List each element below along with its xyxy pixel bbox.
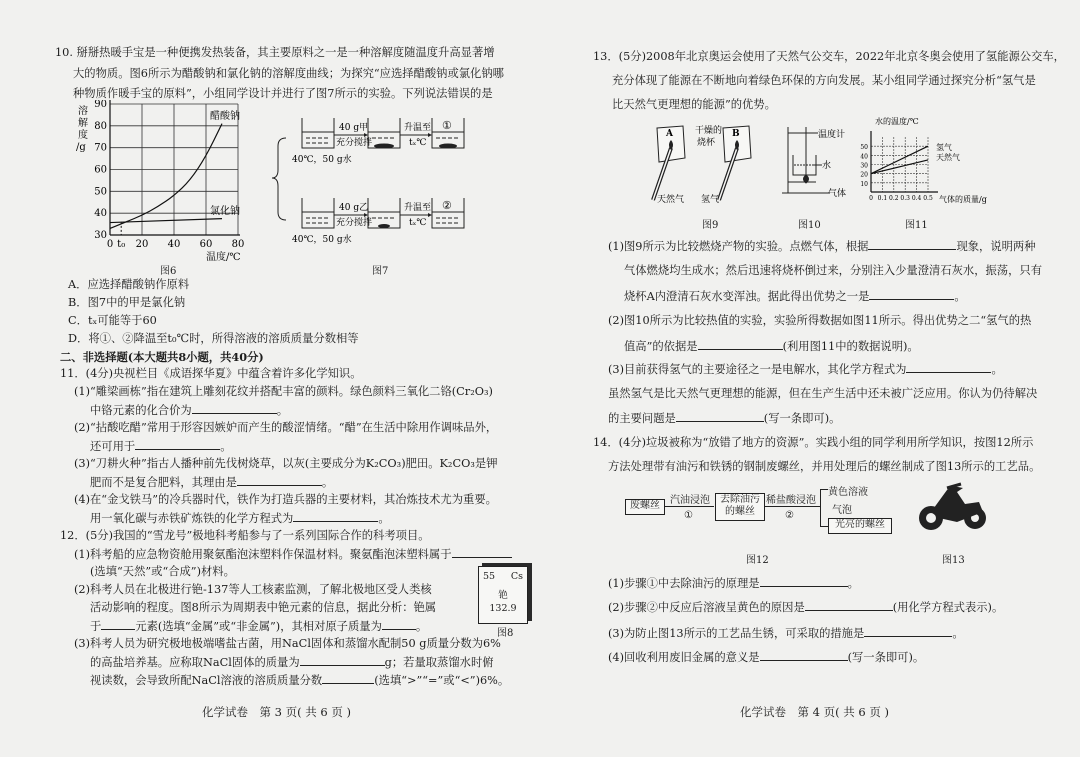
series-line-1 [871, 160, 928, 174]
y-axis-label: 溶 [78, 106, 88, 117]
q14-part1 [608, 576, 859, 591]
text: 现象，说明两种 [956, 240, 1036, 253]
text: 的主要问题是 [608, 412, 676, 425]
text: 值高”的依据是 [624, 340, 698, 353]
answer-blank[interactable] [382, 619, 416, 630]
figure-11-caption: 图11 [905, 220, 928, 231]
q13-text-line: 13．(5分)2008年北京奥运会使用了天然气公交车，2022年北京冬奥会使用了氢能源公交车， [593, 50, 1065, 63]
q13-part4: 虽然氢气是比天然气更理想的能源，但在生产生活中还未被广泛应用。你认为仍待解决 [608, 387, 1038, 400]
q11-part1: (1)“雕梁画栋”指在建筑上雕刻花纹并搭配丰富的颜料。绿色颜料三氧化二铬(Cr₂O₃) [74, 385, 493, 398]
result-2: ② [442, 199, 452, 212]
y-tick-label: 80 [94, 120, 107, 132]
y-tick-label: 20 [860, 171, 868, 179]
element-symbol: Cs [510, 571, 523, 582]
x-tick-label: 80 [231, 239, 245, 250]
arrow [820, 489, 821, 526]
q10-text-line: 大的物质。图6所示为醋酸钠和氯化钠的溶解度曲线；为探究“应选择醋酸钠或氯化钠哪 [73, 67, 504, 80]
q12-title: 12．(5分)我国的“雪龙号”极地科考船参与了一系列国际合作的科考项目。 [60, 529, 430, 542]
arrow [820, 526, 828, 527]
stir-label: 充分搅拌 [336, 218, 373, 228]
heat-label: 升温至 [404, 203, 432, 213]
figure-10-caption: 图10 [798, 220, 821, 231]
y-tick-label: 70 [94, 142, 107, 154]
heat-label: 升温至 [404, 123, 432, 133]
text: 。 [378, 512, 390, 525]
series-label-sodium-acetate: 醋酸钠 [210, 111, 240, 122]
answer-blank[interactable] [452, 547, 512, 558]
option-d: D．将①、②降温至t₀℃时，所得溶液的溶质质量分数相等 [68, 332, 359, 345]
y-axis-label: 度 [78, 130, 88, 141]
y-tick-label: 50 [94, 186, 107, 198]
flow-output-yellow-solution: 黄色溶液 [828, 487, 868, 498]
figure-8-cesium-element-card [478, 566, 528, 624]
y-axis-label: /g [76, 142, 86, 153]
q12-part1 [74, 547, 512, 562]
q12-part3-cont [90, 673, 509, 688]
q12-part1-cont: (选填“天然”或“合成”)材料。 [90, 565, 235, 578]
text: 。 [220, 440, 232, 453]
x-tick-label: 60 [199, 239, 213, 250]
q13-part3 [608, 362, 1003, 377]
series-label-sodium-chloride: 氯化钠 [210, 206, 240, 217]
series-line-0 [871, 146, 928, 174]
answer-blank[interactable] [864, 626, 952, 637]
y-tick-label: 40 [94, 208, 107, 220]
figure-12-caption: 图12 [746, 555, 769, 566]
figure-13-caption: 图13 [942, 555, 965, 566]
q11-part2-cont [90, 439, 232, 454]
answer-blank[interactable] [698, 339, 783, 350]
series-line-1 [110, 219, 222, 223]
temp-label: tₓ℃ [409, 218, 427, 228]
text: 烧杯A内澄清石灰水变浑浊。据此得出优势之一是 [624, 290, 870, 303]
dry-beaker-label: 烧杯 [697, 138, 716, 148]
text: 元素(选填“金属”或“非金属”)，其相对原子质量为 [135, 620, 382, 633]
temp-label: tₓ℃ [409, 138, 427, 148]
x-tick-label: 0.5 [923, 195, 933, 202]
q12-part2-cont [90, 619, 427, 634]
y-tick-label: 50 [860, 144, 868, 152]
text: (2)步骤②中反应后溶液呈黄色的原因是 [608, 601, 805, 614]
q13-part4-cont [608, 411, 840, 426]
x-tick-label: 0.4 [911, 195, 922, 202]
series-label-hydrogen: 氢气 [936, 143, 952, 152]
y-tick-label: 40 [860, 153, 868, 161]
page-footer: 化学试卷 第 4 页( 共 6 页 ) [740, 705, 890, 719]
page-footer: 化学试卷 第 3 页( 共 6 页 ) [202, 705, 352, 719]
option-b: B．图7中的甲是氯化钠 [68, 296, 186, 309]
flow-box-degreased-screws [715, 493, 765, 521]
q10-text-line: 10. 掰掰热暖手宝是一种便携发热装备，其主要原料之一是一种溶解度随温度升高显著增 [55, 46, 495, 59]
answer-blank[interactable] [906, 362, 991, 373]
start-condition: 40℃，50 g水 [292, 155, 352, 165]
atomic-number: 55 [483, 571, 496, 582]
thermometer-label: 温度计 [818, 130, 846, 140]
q12-part2: (2)科考人员在北极进行铯-137等人工核素监测，了解北极地区受人类核 [74, 583, 432, 596]
text: (1)科考船的应急物资舱用聚氨酯泡沫塑料作保温材料。聚氨酯泡沫塑料属于 [74, 548, 452, 561]
q14-part4 [608, 650, 924, 665]
flow-box-waste-screws: 废螺丝 [625, 499, 665, 515]
q13-part1-cont: 气体燃烧均生成水；然后迅速将烧杯倒过来，分别注入少量澄清石灰水，振荡，只有 [624, 264, 1042, 277]
y-tick-label: 30 [860, 162, 868, 170]
add-substance-a: 40 g甲 [339, 123, 369, 133]
answer-blank[interactable] [237, 475, 322, 486]
q13-text-line: 充分体现了能源在不断地向着绿色环保的方向发展。某小组同学通过探究分析“氢气是 [612, 74, 1036, 87]
arrow [664, 506, 714, 507]
q14-part2 [608, 600, 1003, 615]
flow-step1-label: 汽油浸泡 [670, 495, 710, 506]
answer-blank[interactable] [760, 576, 848, 587]
text: 还可用于 [90, 440, 136, 453]
x-tick-label: 0.2 [889, 195, 899, 202]
text: 肥而不是复合肥料，其理由是 [90, 476, 237, 489]
q11-title: 11．(4分)央视栏目《成语探华夏》中蕴含着许多化学知识。 [60, 367, 362, 380]
figure-11-temperature-chart [855, 115, 1005, 207]
beaker-b-label: B [732, 129, 740, 139]
q10-text-line: 种物质作暖手宝的原料”，小组同学设计并进行了图7所示的实验。下列说法错误的是 [73, 87, 493, 100]
figure-6-solubility-chart [60, 100, 260, 265]
x-tick-label: 0 [869, 195, 873, 202]
x-tick-label: 0 [106, 239, 114, 250]
dry-beaker-label: 干燥的 [695, 126, 723, 136]
y-axis-label: 水的温度/℃ [875, 117, 919, 126]
result-1: ① [442, 119, 452, 132]
text: (3)目前获得氢气的主要途径之一是电解水，其化学方程式为 [608, 363, 907, 376]
stir-label: 充分搅拌 [336, 138, 373, 148]
option-c: C．tₓ可能等于60 [68, 314, 157, 327]
y-tick-label: 90 [94, 100, 107, 110]
x-axis-label: 温度/℃ [206, 252, 241, 263]
text: (写一条即可)。 [763, 412, 841, 425]
add-substance-b: 40 g乙 [339, 203, 369, 213]
text: 视读数，会导致所配NaCl溶液的溶质质量分数 [90, 674, 323, 687]
figure-6-caption: 图6 [160, 266, 177, 277]
arrow [764, 506, 820, 507]
text: 。 [415, 620, 428, 633]
flow-step2-label: 稀盐酸浸泡 [766, 495, 816, 506]
answer-blank[interactable] [805, 600, 893, 611]
q12-part3: (3)科考人员为研究极地极端嗜盐古菌，用NaCl固体和蒸馏水配制50 g质量分数为6% [74, 637, 501, 650]
answer-blank[interactable] [760, 650, 848, 661]
q11-part4: (4)在“金戈铁马”的冷兵器时代，铁作为打造兵器的主要材料，其冶炼技术尤为重要。 [74, 493, 497, 506]
q11-part2: (2)“拈酸吃醋”常用于形容因嫉妒而产生的酸涩情绪。“醋”在生活中除用作调味品外， [74, 421, 498, 434]
q14-text-line: 14．(4分)垃圾被称为“放错了地方的资源”。实践小组的同学利用所学知识，按图12所示 [593, 436, 1034, 449]
x-tick-label: 40 [167, 239, 181, 250]
water-label: 水 [822, 161, 832, 171]
answer-blank[interactable] [322, 673, 374, 684]
q13-part2: (2)图10所示为比较热值的实验，实验所得数据如图11所示。得出优势之二“氢气的热 [608, 314, 1032, 327]
gas-label-natural-gas: 天然气 [657, 195, 685, 205]
series-line-0 [110, 124, 222, 229]
beaker-a-label: A [666, 129, 673, 139]
text: 去除油污 [720, 494, 760, 505]
text: 于 [90, 620, 102, 633]
x-tick-label: 20 [135, 239, 149, 250]
answer-blank[interactable] [135, 439, 220, 450]
text: (4)回收利用废旧金属的意义是 [608, 651, 760, 664]
q11-part4-cont [90, 511, 390, 526]
section-heading: 二、非选择题(本大题共8小题，共40分) [60, 350, 264, 364]
q14-part3 [608, 626, 964, 641]
text: (利用图11中的数据说明)。 [782, 340, 919, 353]
y-tick-label: 30 [94, 230, 107, 241]
y-tick-label: 10 [860, 180, 868, 188]
answer-blank[interactable] [868, 239, 956, 250]
answer-blank[interactable] [300, 655, 385, 666]
figure-7-experiment-diagram [272, 108, 477, 248]
figure-7-caption: 图7 [372, 266, 389, 277]
answer-blank[interactable] [101, 619, 135, 630]
q13-text-line: 比天然气更理想的能源”的优势。 [612, 98, 776, 111]
q11-part3-cont [90, 475, 333, 490]
text: (用化学方程式表示)。 [892, 601, 1004, 614]
text: 用一氧化碳与赤铁矿炼铁的化学方程式为 [90, 512, 294, 525]
answer-blank[interactable] [676, 411, 764, 422]
figure-10-heating-apparatus [778, 125, 858, 200]
text: 。 [954, 290, 966, 303]
q14-text-line: 方法处理带有油污和铁锈的钢制废螺丝，并用处理后的螺丝制成了图13所示的工艺品。 [608, 460, 1041, 473]
gas-label-hydrogen: 氢气 [701, 195, 720, 205]
atomic-mass: 132.9 [489, 603, 517, 614]
y-axis-label: 解 [78, 118, 88, 129]
y-tick-label: 60 [94, 164, 107, 176]
element-name: 铯 [498, 590, 508, 601]
figure-13-motorcycle-artwork [917, 482, 989, 534]
q13-part2-cont [624, 339, 919, 354]
q12-part2-cont: 活动影响的程度。图8所示为周期表中铯元素的信息，据此分析：铯属 [90, 601, 437, 614]
text: (写一条即可)。 [847, 651, 925, 664]
answer-blank[interactable] [869, 289, 954, 300]
text: (选填“>”“=”或“<”)6%。 [374, 674, 510, 687]
q11-part3: (3)“刀耕火种”指古人播种前先伐树烧草，以灰(主要成分为K₂CO₃)肥田。K₂CO₃是钾 [74, 457, 498, 470]
x-tick-label: 0.1 [877, 195, 888, 202]
text: 的高盐培养基。应称取NaCl固体的质量为 [90, 656, 300, 669]
flow-step2-number: ② [785, 510, 794, 521]
text: 。 [847, 577, 859, 590]
answer-blank[interactable] [293, 511, 378, 522]
text: 。 [276, 404, 288, 417]
answer-blank[interactable] [192, 403, 277, 414]
text: 。 [321, 476, 334, 489]
figure-8-caption: 图8 [497, 628, 514, 639]
series-label-natural-gas: 天然气 [936, 153, 960, 162]
text: (1)图9所示为比较燃烧产物的实验。点燃气体，根据 [608, 240, 869, 253]
flow-box-shiny-screws: 光亮的螺丝 [828, 518, 892, 534]
arrow [820, 489, 828, 490]
x-tick-label: 0.3 [900, 195, 910, 202]
text: 。 [952, 627, 964, 640]
text: (3)为防止图13所示的工艺品生锈，可采取的措施是 [608, 627, 865, 640]
q13-part1 [608, 239, 1036, 254]
x-axis-label: 气体的质量/g [939, 195, 987, 204]
flow-step1-number: ① [684, 510, 693, 521]
start-condition: 40℃，50 g水 [292, 235, 352, 245]
option-a: A．应选择醋酸钠作原料 [68, 278, 190, 291]
flow-output-bubbles: 气泡 [832, 505, 852, 516]
x-tick-label: t₀ [117, 239, 126, 250]
q13-part1-cont [624, 289, 966, 304]
text: 中铬元素的化合价为 [90, 404, 192, 417]
figure-9-caption: 图9 [702, 220, 719, 231]
text: 的螺丝 [725, 506, 755, 517]
exam-page-4 [540, 0, 1080, 757]
text: 。 [991, 363, 1003, 376]
text: (1)步骤①中去除油污的原理是 [608, 577, 760, 590]
q12-part3-cont [90, 655, 494, 670]
q11-part1-cont [90, 403, 288, 418]
figure-9-combustion-diagram [645, 120, 770, 210]
gas-label: 气体 [828, 189, 847, 199]
text: g；若量取蒸馏水时俯 [384, 656, 494, 669]
